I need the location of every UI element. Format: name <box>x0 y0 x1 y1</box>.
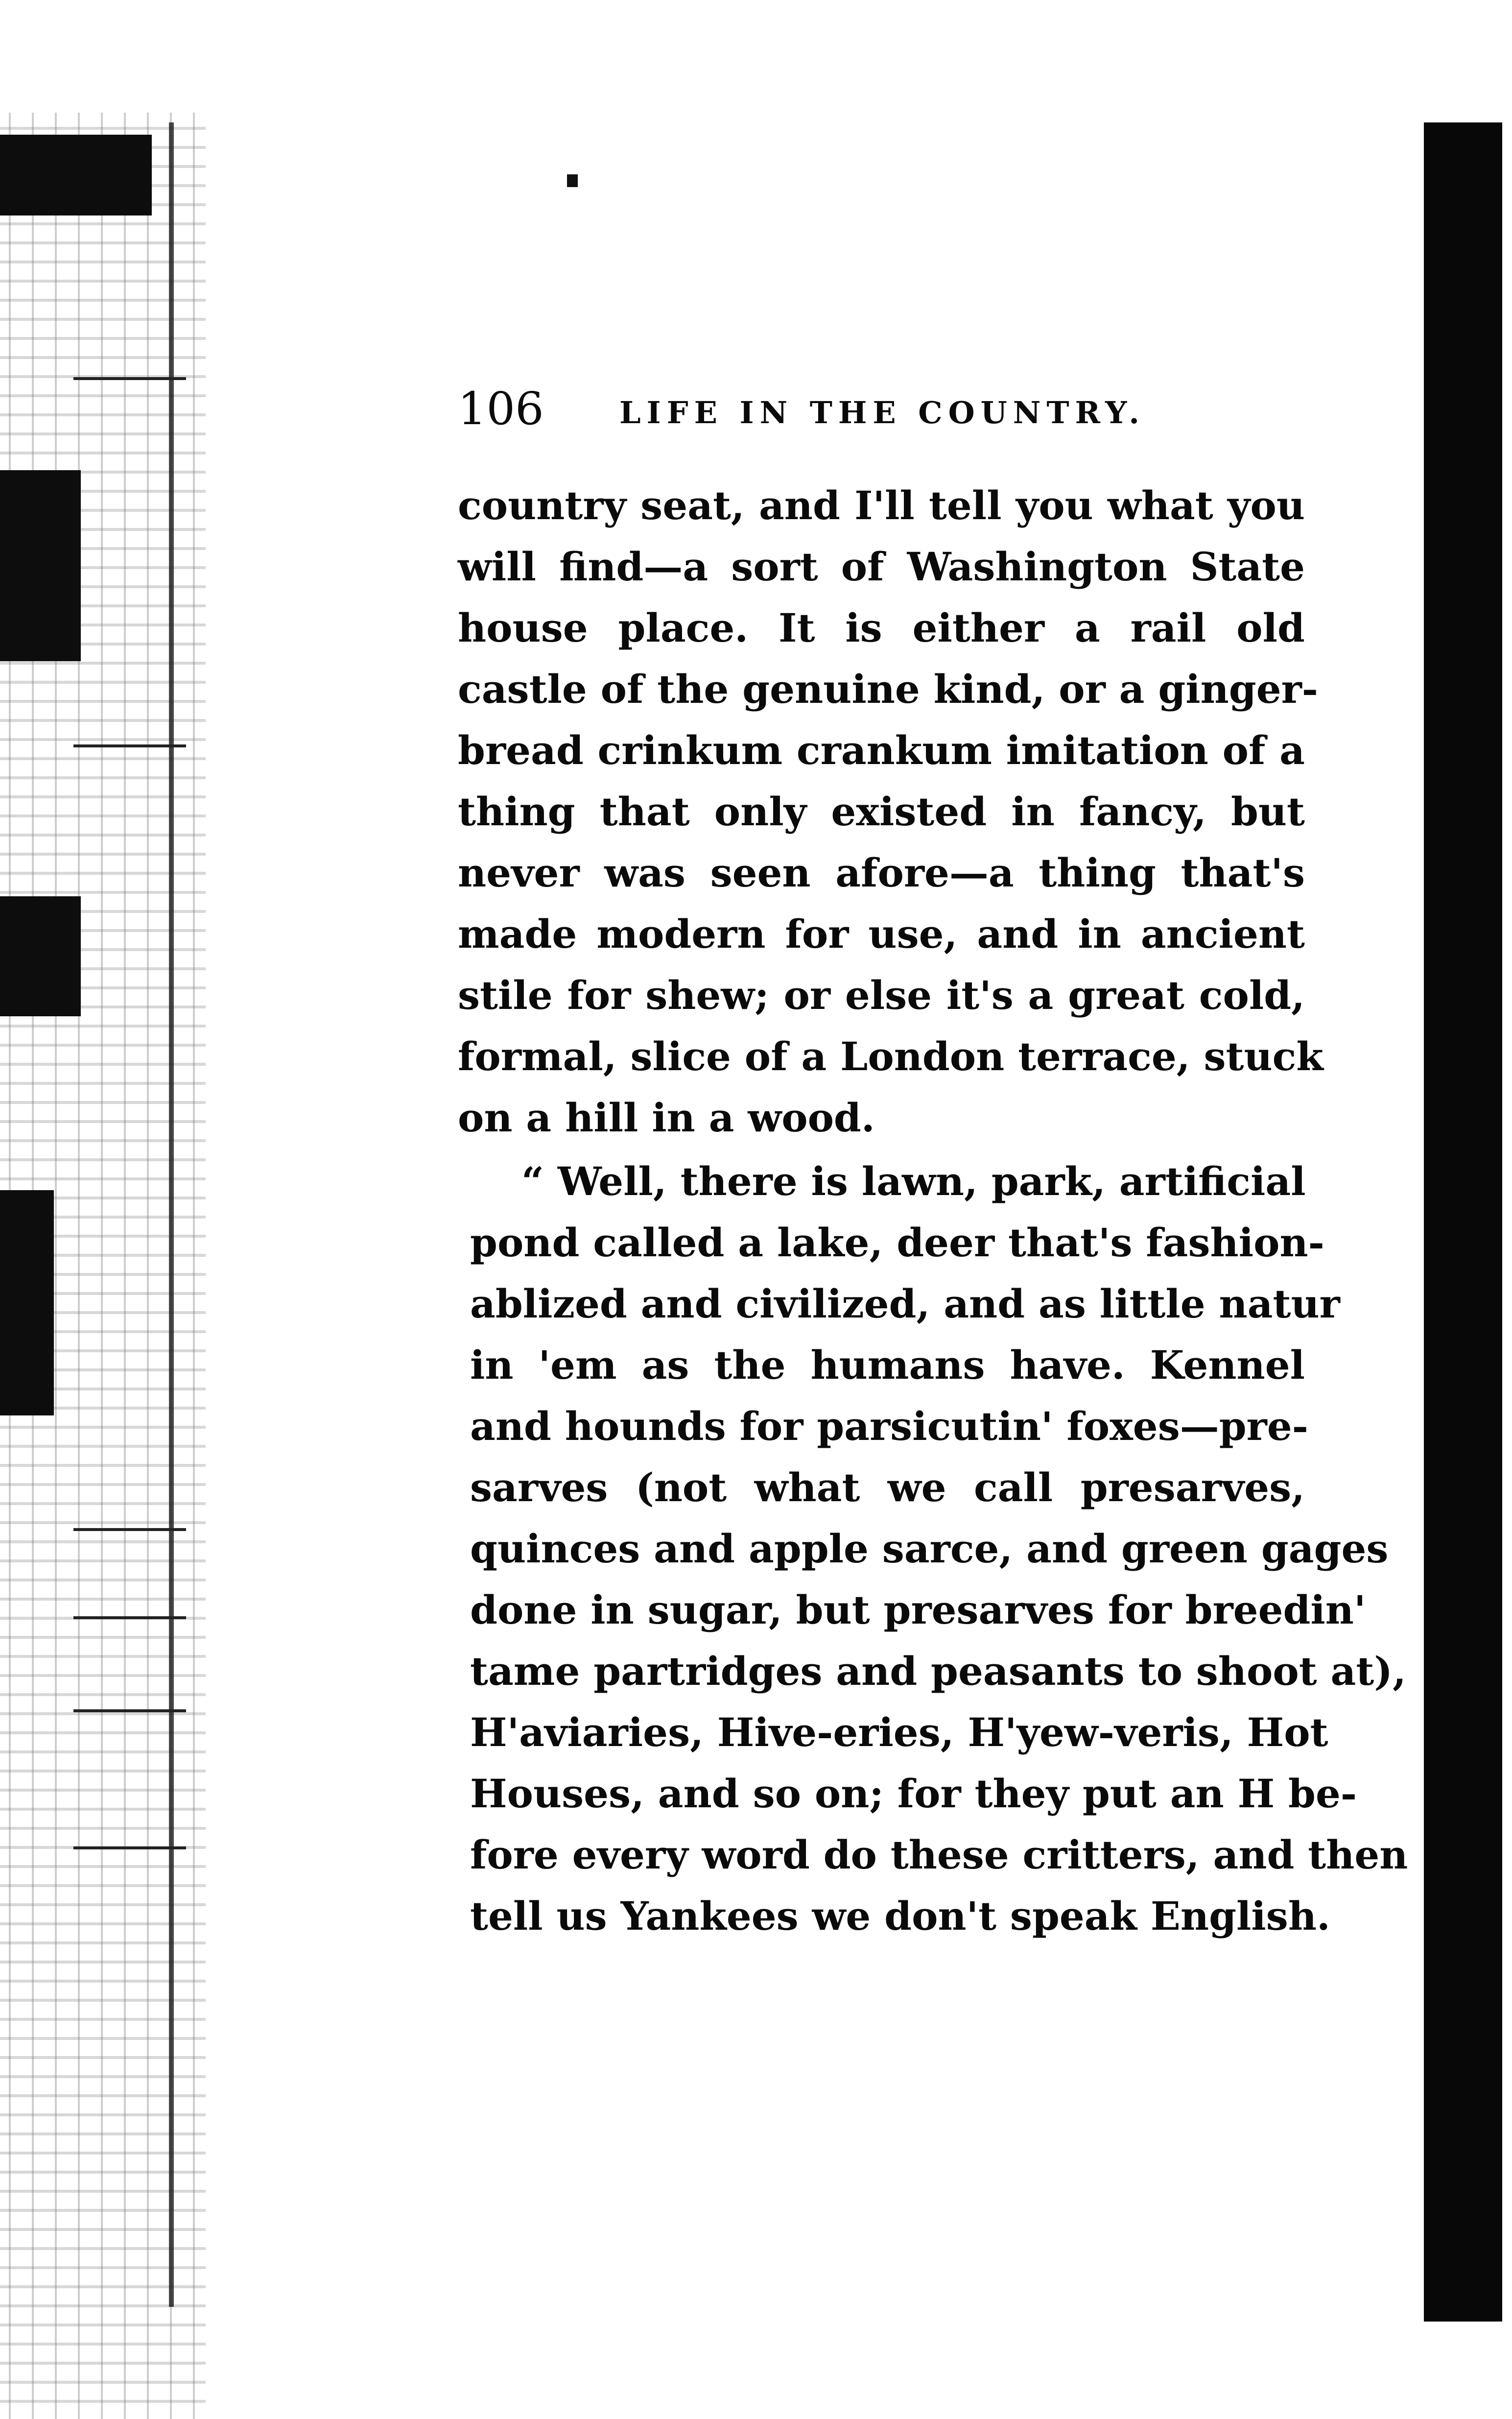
text-line: on a hill in a wood. <box>458 1095 875 1141</box>
scan-artifact-block <box>0 1190 54 1415</box>
text-line: tame partridges and peasants to shoot at), <box>470 1648 1406 1694</box>
text-line: bread crinkum crankum imitation of a <box>458 727 1305 773</box>
scan-artifact-rule <box>73 1616 186 1619</box>
text-line: done in sugar, but presarves for breedin' <box>470 1587 1366 1633</box>
text-line: castle of the genuine kind, or a ginger- <box>458 666 1318 712</box>
scan-artifact-block <box>0 135 152 216</box>
text-line: made modern for use, and in ancient <box>458 911 1305 957</box>
text-line: “ Well, there is lawn, park, artificial <box>521 1158 1306 1204</box>
text-line: ablized and civilized, and as little natur <box>470 1281 1340 1327</box>
scan-page-edge-line <box>169 122 174 2307</box>
text-line: country seat, and I'll tell you what you <box>458 482 1305 528</box>
text-line: H'aviaries, Hive-eries, H'yew-veris, Hot <box>470 1709 1328 1755</box>
page-header <box>458 377 1339 441</box>
text-line: tell us Yankees we don't speak English. <box>470 1893 1330 1939</box>
scan-artifact-rule <box>73 1709 186 1712</box>
page-number: 106 <box>458 383 544 435</box>
text-line: quinces and apple sarce, and green gages <box>470 1526 1389 1572</box>
text-line: house place. It is either a rail old <box>458 605 1305 651</box>
scan-artifact-block <box>0 470 81 661</box>
paragraph-2 <box>470 1151 1408 1947</box>
text-line: never was seen afore—a thing that's <box>458 850 1305 896</box>
text-line: thing that only existed in fancy, but <box>458 789 1305 835</box>
scan-artifact-rule <box>73 377 186 380</box>
text-line: and hounds for parsicutin' foxes—pre- <box>470 1403 1308 1449</box>
text-line: fore every word do these critters, and then <box>470 1832 1408 1878</box>
scan-speck <box>567 174 578 187</box>
text-line: in 'em as the humans have. Kennel <box>470 1342 1305 1388</box>
scan-artifact-rule <box>73 1528 186 1531</box>
scan-artifact-rule <box>73 1846 186 1849</box>
running-head: LIFE IN THE COUNTRY. <box>619 395 1145 431</box>
scan-artifact-rule <box>73 744 186 747</box>
scan-right-border <box>1424 122 1502 2322</box>
text-line: Houses, and so on; for they put an H be- <box>470 1771 1357 1817</box>
text-line: will find—a sort of Washington State <box>458 544 1305 590</box>
text-line: stile for shew; or else it's a great cold, <box>458 972 1305 1018</box>
scan-artifact-block <box>0 896 81 1016</box>
paragraph-1 <box>458 475 1323 1149</box>
text-line: formal, slice of a London terrace, stuck <box>458 1033 1323 1079</box>
text-line: sarves (not what we call presarves, <box>470 1464 1305 1510</box>
text-line: pond called a lake, deer that's fashion- <box>470 1220 1324 1266</box>
